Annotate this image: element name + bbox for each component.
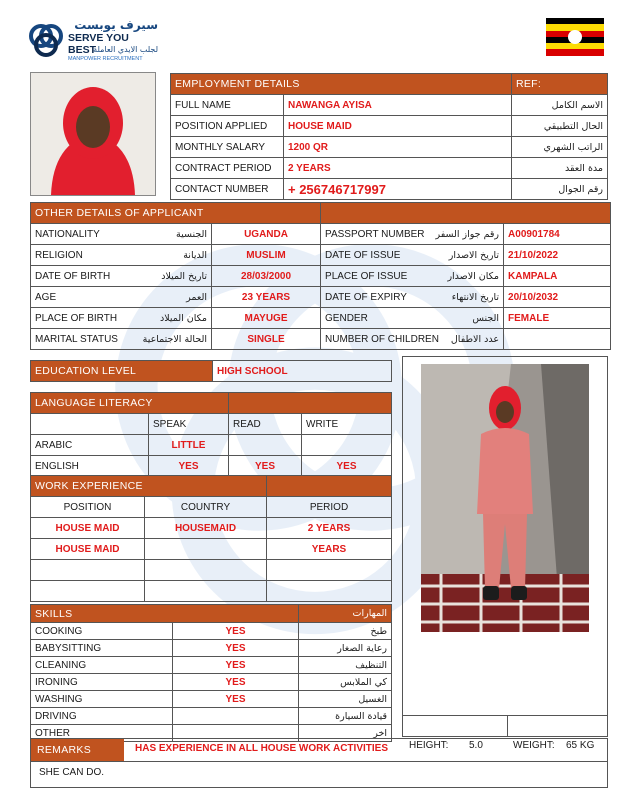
- passport-arabic: رقم جواز السفر: [423, 224, 504, 245]
- work-row-empty: [267, 560, 392, 581]
- skill-babysitting-arabic: رعاية الصغار: [299, 640, 392, 657]
- skill-babysitting-value: YES: [173, 640, 299, 657]
- arabic-speak: LITTLE: [149, 435, 229, 456]
- english-read: YES: [229, 456, 302, 477]
- skill-ironing-value: YES: [173, 674, 299, 691]
- expiry-label: DATE OF EXPIRY: [321, 287, 423, 308]
- company-logo: [26, 18, 156, 64]
- employment-header: EMPLOYMENT DETAILS: [171, 74, 512, 95]
- skill-washing-value: YES: [173, 691, 299, 708]
- skill-ironing-arabic: كي الملابس: [299, 674, 392, 691]
- height-weight-divider: [403, 715, 607, 716]
- education-value: HIGH SCHOOL: [213, 361, 392, 382]
- expiry-value: 20/10/2032: [504, 287, 611, 308]
- religion-arabic: الديانة: [126, 245, 212, 266]
- remarks-label: REMARKS: [31, 739, 124, 761]
- issue-date-value: 21/10/2022: [504, 245, 611, 266]
- uganda-flag: [546, 18, 604, 56]
- language-header-blank: [229, 393, 392, 414]
- other-details-table: [30, 202, 611, 350]
- skill-cooking-arabic: طبخ: [299, 623, 392, 640]
- height-label: HEIGHT:: [409, 740, 449, 751]
- work-row-country: [145, 539, 267, 560]
- marital-arabic: الحالة الاجتماعية: [126, 329, 212, 350]
- arabic-write: [302, 435, 392, 456]
- age-label: AGE: [31, 287, 126, 308]
- english-lang-label: ENGLISH: [31, 456, 149, 477]
- skills-header: SKILLS: [31, 605, 299, 623]
- contract-label: CONTRACT PERIOD: [171, 158, 284, 179]
- country-col-header: COUNTRY: [145, 497, 267, 518]
- skill-cooking-label: COOKING: [31, 623, 173, 640]
- issue-place-value: KAMPALA: [504, 266, 611, 287]
- contract-arabic: مدة العقد: [512, 158, 608, 179]
- logo-mark-icon: [26, 20, 66, 60]
- birthplace-arabic: مكان الميلاد: [126, 308, 212, 329]
- salary-value: 1200 QR: [284, 137, 512, 158]
- skill-washing-arabic: الغسيل: [299, 691, 392, 708]
- period-col-header: PERIOD: [267, 497, 392, 518]
- gender-label: GENDER: [321, 308, 423, 329]
- position-col-header: POSITION: [31, 497, 145, 518]
- marital-label: MARITAL STATUS: [31, 329, 126, 350]
- education-table: [30, 360, 392, 382]
- employment-details-table: [170, 73, 608, 200]
- children-arabic: عدد الاطفال: [423, 329, 504, 350]
- passport-value: A00901784: [504, 224, 611, 245]
- religion-label: RELIGION: [31, 245, 126, 266]
- age-arabic: العمر: [126, 287, 212, 308]
- education-label: EDUCATION LEVEL: [31, 361, 213, 382]
- gender-value: FEMALE: [504, 308, 611, 329]
- read-col-header: READ: [229, 414, 302, 435]
- skill-cleaning-arabic: التنظيف: [299, 657, 392, 674]
- skills-table: [30, 604, 392, 742]
- weight-label: WEIGHT:: [513, 740, 555, 751]
- height-weight-sep: [507, 715, 508, 736]
- contact-arabic: رقم الجوال: [512, 179, 608, 200]
- crane-emblem-icon: [568, 30, 582, 44]
- issue-place-label: PLACE OF ISSUE: [321, 266, 423, 287]
- work-row-empty: [145, 560, 267, 581]
- work-row-position: HOUSE MAID: [31, 539, 145, 560]
- applicant-photo: [30, 72, 156, 196]
- header-blank: [321, 203, 611, 224]
- other-details-header: OTHER DETAILS OF APPLICANT: [31, 203, 321, 224]
- skill-washing-label: WASHING: [31, 691, 173, 708]
- skill-ironing-label: IRONING: [31, 674, 173, 691]
- work-experience-table: [30, 475, 392, 602]
- height-value: 5.0: [469, 740, 483, 751]
- skill-other-arabic: اخر: [299, 725, 392, 742]
- contact-value: + 256746717997: [284, 179, 512, 200]
- language-table: [30, 392, 392, 477]
- skill-cleaning-value: YES: [173, 657, 299, 674]
- position-value: HOUSE MAID: [284, 116, 512, 137]
- weight-value: 65 KG: [566, 740, 595, 751]
- salary-arabic: الراتب الشهري: [512, 137, 608, 158]
- work-row-empty: [267, 581, 392, 602]
- salary-label: MONTHLY SALARY: [171, 137, 284, 158]
- skill-cleaning-label: CLEANING: [31, 657, 173, 674]
- position-arabic: الحال التطبيقي: [512, 116, 608, 137]
- remarks-box: [30, 738, 608, 788]
- skill-driving-arabic: قيادة السيارة: [299, 708, 392, 725]
- work-row-empty: [31, 560, 145, 581]
- nationality-arabic: الجنسية: [126, 224, 212, 245]
- english-write: YES: [302, 456, 392, 477]
- work-row-country: HOUSEMAID: [145, 518, 267, 539]
- children-label: NUMBER OF CHILDREN: [321, 329, 423, 350]
- passport-label: PASSPORT NUMBER: [321, 224, 423, 245]
- contact-label: CONTACT NUMBER: [171, 179, 284, 200]
- work-header: WORK EXPERIENCE: [31, 476, 267, 497]
- work-row-position: HOUSE MAID: [31, 518, 145, 539]
- dob-arabic: تاريخ الميلاد: [126, 266, 212, 287]
- children-value: [504, 329, 611, 350]
- skill-cooking-value: YES: [173, 623, 299, 640]
- expiry-arabic: تاريخ الانتهاء: [423, 287, 504, 308]
- contract-value: 2 YEARS: [284, 158, 512, 179]
- skill-other-label: OTHER: [31, 725, 173, 742]
- skills-header-arabic: المهارات: [299, 605, 392, 623]
- brand-arabic-sub: لجلب الايدي العاملة: [93, 45, 158, 54]
- work-row-empty: [145, 581, 267, 602]
- work-row-period: YEARS: [267, 539, 392, 560]
- work-row-period: 2 YEARS: [267, 518, 392, 539]
- brand-sub: MANPOWER RECRUITMENT: [68, 56, 143, 62]
- issue-place-arabic: مكان الاصدار: [423, 266, 504, 287]
- arabic-lang-label: ARABIC: [31, 435, 149, 456]
- dob-value: 28/03/2000: [212, 266, 321, 287]
- remarks-divider: [31, 761, 607, 762]
- speak-col-header: SPEAK: [149, 414, 229, 435]
- english-speak: YES: [149, 456, 229, 477]
- position-label: POSITION APPLIED: [171, 116, 284, 137]
- full-body-photo: [421, 364, 589, 632]
- arabic-read: [229, 435, 302, 456]
- remarks-note: SHE CAN DO.: [39, 767, 105, 778]
- religion-value: MUSLIM: [212, 245, 321, 266]
- write-col-header: WRITE: [302, 414, 392, 435]
- skill-driving-label: DRIVING: [31, 708, 173, 725]
- work-row-empty: [31, 581, 145, 602]
- lang-blank-cell: [31, 414, 149, 435]
- skill-babysitting-label: BABYSITTING: [31, 640, 173, 657]
- nationality-label: NATIONALITY: [31, 224, 126, 245]
- birthplace-label: PLACE OF BIRTH: [31, 308, 126, 329]
- language-header: LANGUAGE LITERACY: [31, 393, 229, 414]
- issue-date-arabic: تاريخ الاصدار: [423, 245, 504, 266]
- birthplace-value: MAYUGE: [212, 308, 321, 329]
- full-name-label: FULL NAME: [171, 95, 284, 116]
- dob-label: DATE OF BIRTH: [31, 266, 126, 287]
- marital-value: SINGLE: [212, 329, 321, 350]
- skill-driving-value: [173, 708, 299, 725]
- remarks-value: HAS EXPERIENCE IN ALL HOUSE WORK ACTIVITIES: [135, 743, 388, 754]
- brand-name: SERVE YOU BEST: [68, 32, 129, 56]
- full-name-value: NAWANGA AYISA: [284, 95, 512, 116]
- issue-date-label: DATE OF ISSUE: [321, 245, 423, 266]
- full-name-arabic: الاسم الكامل: [512, 95, 608, 116]
- full-body-photo-panel: [402, 356, 608, 751]
- gender-arabic: الجنس: [423, 308, 504, 329]
- brand-arabic-name: سيرف يوبست: [74, 18, 158, 32]
- age-value: 23 YEARS: [212, 287, 321, 308]
- work-header-blank: [267, 476, 392, 497]
- nationality-value: UGANDA: [212, 224, 321, 245]
- ref-label: REF:: [512, 74, 608, 95]
